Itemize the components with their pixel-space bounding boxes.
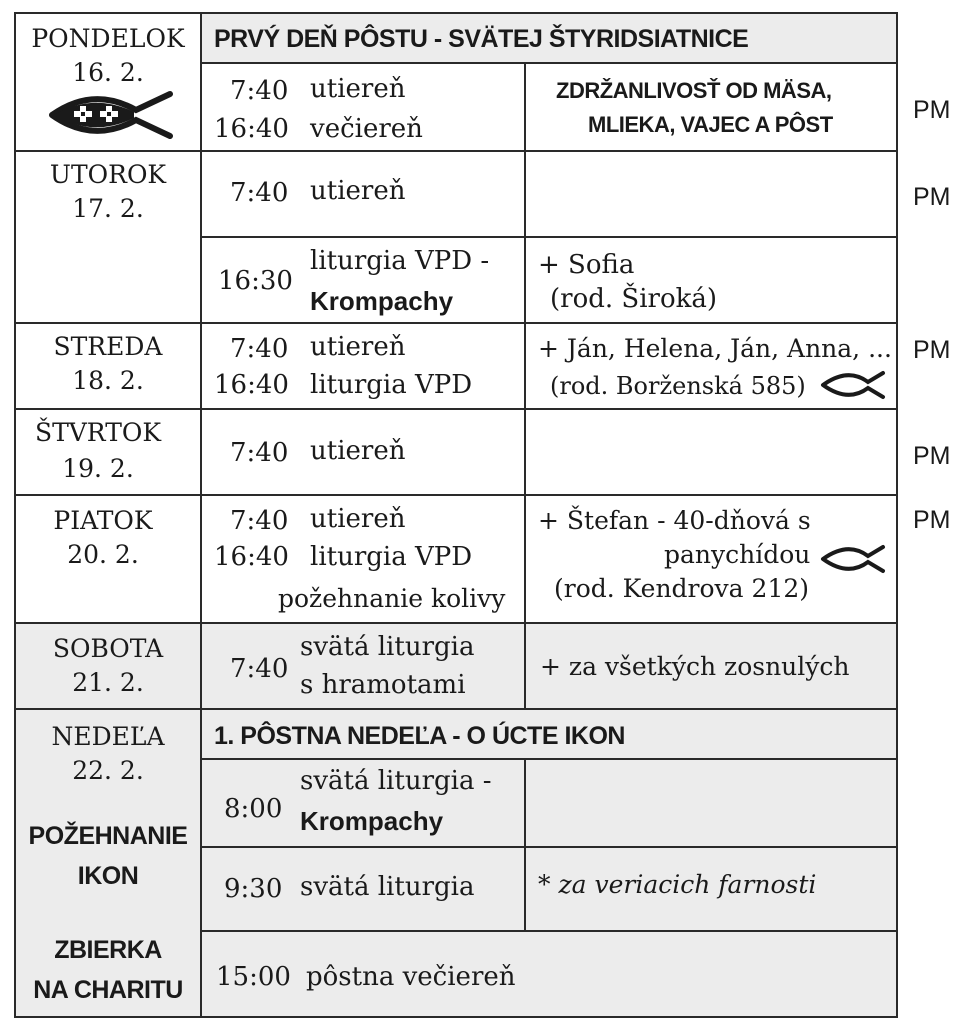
monday-times-cell xyxy=(200,62,526,152)
sunday-intention-cell-1 xyxy=(524,758,898,848)
service: utiereň xyxy=(310,332,406,362)
intention: * za veriacich farnosti xyxy=(538,870,817,899)
intention-family: (rod. Kendrova 212) xyxy=(554,574,810,603)
intention: + Ján, Helena, Ján, Anna, ... xyxy=(538,334,892,363)
time: 16:40 xyxy=(214,370,289,400)
day-cell-monday xyxy=(14,12,202,152)
monday-heading-cell xyxy=(200,12,898,64)
day-cell-friday xyxy=(14,494,202,624)
day-date: 20. 2. xyxy=(67,540,139,569)
sunday-vespers-cell xyxy=(200,930,898,1018)
service: liturgia VPD xyxy=(310,542,473,572)
fasting-note: MLIEKA, VAJEC A PÔST xyxy=(588,112,833,137)
day-date: 19. 2. xyxy=(62,454,134,483)
time: 7:40 xyxy=(230,654,289,684)
fish-cross-icon xyxy=(48,90,178,140)
blessing-note: IKON xyxy=(77,862,139,890)
day-cell-saturday xyxy=(14,622,202,710)
sunday-intention-cell-2 xyxy=(524,846,898,932)
location: Krompachy xyxy=(300,806,444,836)
saturday-intention-cell xyxy=(524,622,898,710)
day-cell-tuesday xyxy=(14,150,202,324)
day-name: SOBOTA xyxy=(52,634,164,663)
intention-family: (rod. Široká) xyxy=(550,284,718,314)
time: 7:40 xyxy=(230,438,289,468)
time: 16:30 xyxy=(218,266,293,296)
sunday-heading: 1. PÔSTNA NEDEĽA - O ÚCTE IKON xyxy=(214,722,625,750)
time: 16:40 xyxy=(214,542,289,572)
day-date: 22. 2. xyxy=(72,756,144,785)
saturday-times-cell xyxy=(200,622,526,710)
day-cell-thursday xyxy=(14,408,202,496)
pm-label: PM xyxy=(913,96,951,124)
service: svätá liturgia xyxy=(300,632,475,662)
blessing-note: POŽEHNANIE xyxy=(28,822,188,850)
tuesday-intention-cell-2 xyxy=(524,236,898,324)
time: 9:30 xyxy=(224,874,283,904)
wednesday-intention-cell xyxy=(524,322,898,410)
day-cell-sunday xyxy=(14,708,202,1018)
service: s hramotami xyxy=(300,670,466,700)
sunday-heading-cell xyxy=(200,708,898,760)
day-name: NEDEĽA xyxy=(51,722,165,751)
day-date: 18. 2. xyxy=(72,366,144,395)
service: svätá liturgia xyxy=(300,872,475,902)
time: 7:40 xyxy=(230,178,289,208)
day-name: PONDELOK xyxy=(31,24,185,53)
service: utiereň xyxy=(310,436,406,466)
day-cell-wednesday xyxy=(14,322,202,410)
day-date: 21. 2. xyxy=(72,668,144,697)
service: požehnanie kolivy xyxy=(278,584,506,613)
time: 7:40 xyxy=(230,506,289,536)
tuesday-intention-cell-1 xyxy=(524,150,898,238)
wednesday-times-cell xyxy=(200,322,526,410)
service: utiereň xyxy=(310,504,406,534)
pm-label: PM xyxy=(913,506,951,534)
time: 16:40 xyxy=(214,114,289,144)
pm-label: PM xyxy=(913,336,951,364)
fish-icon xyxy=(820,544,886,574)
tuesday-times-cell-2 xyxy=(200,236,526,324)
pm-label: PM xyxy=(913,442,951,470)
service: liturgia VPD xyxy=(310,370,473,400)
intention: + Sofia xyxy=(538,250,635,280)
tuesday-times-cell-1 xyxy=(200,150,526,238)
collection-note: NA CHARITU xyxy=(33,976,183,1004)
location: Krompachy xyxy=(310,286,454,316)
friday-times-cell xyxy=(200,494,526,624)
time: 15:00 xyxy=(216,962,291,992)
pm-label: PM xyxy=(913,183,951,211)
day-date: 17. 2. xyxy=(72,194,144,223)
monday-note-cell xyxy=(524,62,898,152)
monday-heading: PRVÝ DEŇ PÔSTU - SVÄTEJ ŠTYRIDSIATNICE xyxy=(214,25,749,53)
time: 7:40 xyxy=(230,334,289,364)
service: svätá liturgia - xyxy=(300,766,492,796)
collection-note: ZBIERKA xyxy=(54,936,162,964)
service: liturgia VPD - xyxy=(310,246,490,276)
intention-family: (rod. Borženská 585) xyxy=(550,372,806,400)
service: utiereň xyxy=(310,74,406,104)
fish-icon xyxy=(820,370,886,400)
intention: panychídou xyxy=(664,540,811,569)
time: 7:40 xyxy=(230,76,289,106)
day-name: STREDA xyxy=(53,332,163,361)
service: utiereň xyxy=(310,176,406,206)
sunday-times-cell-1 xyxy=(200,758,526,848)
intention: + Štefan - 40-dňová s xyxy=(538,506,811,535)
time: 8:00 xyxy=(224,794,283,824)
thursday-intention-cell xyxy=(524,408,898,496)
sunday-times-cell-2 xyxy=(200,846,526,932)
friday-intention-cell xyxy=(524,494,898,624)
intention: + za všetkých zosnulých xyxy=(540,652,850,681)
thursday-times-cell xyxy=(200,408,526,496)
day-name: ŠTVRTOK xyxy=(34,418,162,447)
fasting-note: ZDRŽANLIVOSŤ OD MÄSA, xyxy=(556,78,832,103)
day-name: UTOROK xyxy=(49,160,167,189)
day-date: 16. 2. xyxy=(72,58,144,87)
service: večiereň xyxy=(310,114,423,144)
day-name: PIATOK xyxy=(53,506,153,535)
service: pôstna večiereň xyxy=(306,962,516,992)
